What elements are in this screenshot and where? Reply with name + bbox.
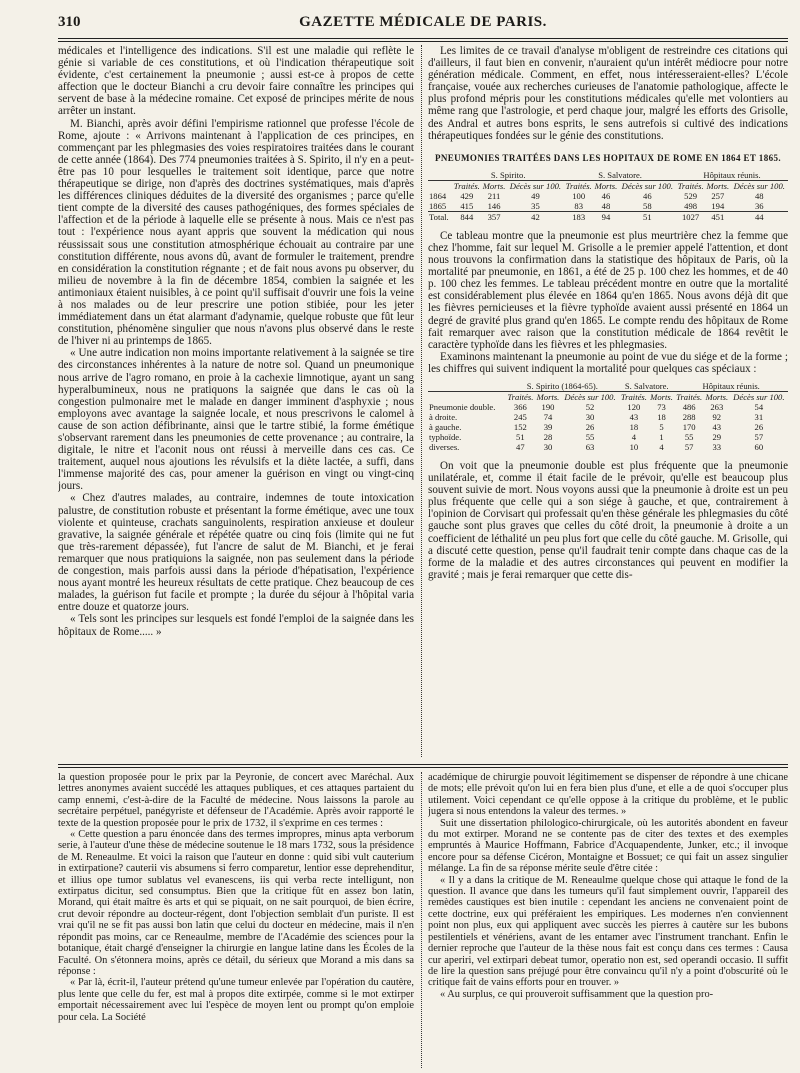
table-cell: 43 <box>629 411 639 422</box>
table-cell: 183 <box>564 211 593 222</box>
paragraph: « Au surplus, ce qui prouveroit suffisamment que la question pro- <box>440 988 714 1000</box>
table-cell: 1 <box>659 431 664 442</box>
table-cell: 18 <box>657 411 666 422</box>
group-header: S. Spirito. <box>452 170 564 181</box>
table-cell: 47 <box>516 441 525 452</box>
paragraph: « Une autre indication non moins importante relativement à la saignée se tire des circonstances inhérentes à la nature de notre sol. Quand un pneumonique nous arrive de l'agro romano, en proie à la cachexie limnotique, ayant un sang hyperalbumineux, nous ne pratiquons la saignée que dans le cas où la congestion pulmonaire met le malade en danger imminent d'asphyxie ; nous employons avec avantage la saignée locale, et nous prescrivons le calomel à cause de son action défibrinante, ainsi que le tartre stibié, la forme émétique s'observant rarement dans les pneumonies de cette provenance ; au contraire, la digitale, le nitre et l'aconit nous ont réussi à merveille dans ces cas. Ce traitement, auquel nous ajoutions les révulsifs et la diète lactée, a suffi, dans l'immense majorité des cas, pour amener la guérison en vingt ou vingt-cinq jours. <box>58 347 414 493</box>
table-cell: 60 <box>754 441 764 452</box>
table-row <box>428 412 788 422</box>
paragraph: « Il y a dans la critique de M. Reneaulme quelque chose qui attaque le fond de la question. Il avance que dans les tumeurs qu'il faut simplement ouvrir, l'appareil des remèdes caustiques est bien inutile : cependant les anciens ne convenaient point de cette doctrine, eux qui préféraient les empiriques. Les modernes n'en conviennent point non plus, eux qui appliquent avec succès les pierres à cautère sur les bubons pestilentiels et vénériens, avant de les entamer avec l'instrument tranchant. Enfin le dernier reproche que l'auteur de la thèse nous fait est conçu dans ces termes : Causa cur aperiri, vel extirpari debeat tumor, operatio non est, sed operandi occasio. Il suffit de lire la question sans préjugé pour être convaincu qu'il n'y a point d'obscurité où le critique fait de vains efforts pour en trouver. » <box>428 874 788 989</box>
table-cell: 63 <box>585 441 595 452</box>
row-label: à gauche. <box>429 421 462 432</box>
paragraph: « Tels sont les principes sur lesquels est fondé l'emploi de la saignée dans les hôpitaux de Rome..... » <box>58 613 414 638</box>
table-cell: 94 <box>593 211 618 222</box>
table-cell: 49 <box>531 190 540 201</box>
col-header: Traités. <box>676 391 703 402</box>
col-header: Traités. <box>677 180 704 191</box>
table-cell: 51 <box>516 431 525 442</box>
col-header: Morts. <box>706 180 730 191</box>
row-label: Pneumonie double. <box>429 401 496 412</box>
column-divider <box>421 45 422 757</box>
table-row <box>428 422 788 432</box>
table-cell: 366 <box>513 401 527 412</box>
paragraph: Ce tableau montre que la pneumonie est plus meurtrière chez la femme que chez l'homme, fait sur lequel M. Grisolle a le premier appelé l'attention, et dont nous trouvons la confirmation dans la statistique des hôpitaux de Paris, où la mortalité par pneumonie, en 1861, a été de 25 p. 100 chez les hommes, et de 40 p. 100 chez les femmes. Le tableau précédent montre en outre que la mortalité est considérablement plus élevée en 1864 qu'en 1865. Nous avons déjà dit que les fièvres pernicieuses et la fièvre typhoïde avaient aussi présenté en 1864 un degré de gravité plus grand qu'en 1865. Le compte rendu des hôpitaux de Rome fait remarquer avec raison que la constitution médicale de 1864 revêtit le caractère typhoïde dans les fièvres et les phlegmasies. <box>428 229 788 351</box>
paragraph: académique de chirurgie pouvoit légitimement se dispenser de répondre à une chicane de mots; elle prévoit qu'on lui en fera bien plus d'une, et elle a de quoi s'occuper plus utilement. Voici cependant ce qu'elle oppose à la critique du problème, et le public jugera si nous entendons la valeur des termes. » <box>428 772 788 818</box>
table-cell: 29 <box>712 431 722 442</box>
table-cell: 5 <box>659 421 664 432</box>
table-cell: 55 <box>585 431 595 442</box>
table-row <box>428 402 788 412</box>
table-cell: 28 <box>543 431 553 442</box>
col-header: Décès sur 100. <box>564 391 616 402</box>
paragraph: « Chez d'autres malades, au contraire, indemnes de toute intoxication palustre, de constitution robuste et présentant la forme émétique, avec une toux violente et quinteuse, crachats sanguinolents, respiration anxieuse et douleur gravative, la saignée générale et répétée quatre ou cinq fois (limite qui ne fut que très-rarement dépassée), fut l'ancre de salut de M. Bianchi, et je ferai remarquer que nous pratiquions la saignée, non pas seulement dans la période de congestion, mais parfois aussi dans la période d'hépatisation, l'expérience nous ayant montré les heureux résultats de cette pratique. Chez beaucoup de ces malades, la guérison fut facile et prompte ; la durée du séjour à l'hôpital varia entre douze et quatorze jours. <box>58 492 414 614</box>
table-cell: 92 <box>712 411 722 422</box>
table-cell: 257 <box>711 190 725 201</box>
col-header: Morts. <box>705 391 729 402</box>
table-cell: 57 <box>684 441 694 452</box>
paragraph: M. Bianchi, après avoir défini l'empirisme rationnel que professe l'école de Rome, ajoute : « Arrivons maintenant à l'application de ces principes, en commençant par les phlegmasies des voies respiratoires traitées dans le courant de cette année (1864). Des 774 pneumonies traitées à S. Spirito, il n'y en a peut-être pas 10 pour lesquelles le traitement soit identique, parce que notre thérapeutique se dirige, non d'après des doctrines systématiques, mais d'après les différences cliniques déduites de la diversité des organismes ; parce qu'elle tient compte de la diversité des causes pathogéniques, des formes spéciales de l'affection et de la période à laquelle elle se présente à nous. Mais ce n'est pas tout : l'expérience nous ayant appris que souvent la médication qui nous réussissait sous une constitution atmosphérique échouait au contraire par une constitution différente, nous avons dû, avant de formuler le traitement, prendre en considération la constitution régnante ; et de fait nous avons pu observer, du milieu de novembre à la fin de décembre 1854, combien la saignée et les antimoniaux étaient nuisibles, à ce point qu'il suffisait d'ouvrir une fois la veine à nos malades ou de leur prescrire une potion stibiée, pour les jeter immédiatement dans un état alarmant d'adynamie, quelque robuste que fût leur constitution, phénomène singulier que nous n'avons plus observé dans le reste de l'hiver ni au printemps de 1865. <box>58 117 414 348</box>
table-cell: 498 <box>684 200 698 211</box>
pneumonia-table-forms <box>428 381 788 452</box>
paragraph: Examinons maintenant la pneumonie au point de vue du siége et de la forme ; les chiffres qui suivent indiquent la mortalité pour quelques cas spéciaux : <box>428 350 788 375</box>
col-header: Décès sur 100. <box>509 180 562 191</box>
table-cell: 44 <box>731 211 788 222</box>
group-header: S. Spirito (1864-65). <box>506 381 620 392</box>
col-header: Morts. <box>594 180 618 191</box>
paragraph: « Cette question a paru énoncée dans des termes impropres, minus apta verborum serie, à l'auteur d'une thèse de médecine soutenue le 18 mars 1732, sous la présidence de M. Reneaulme. Et voici la raison que l'auteur en donne : quid sibi vult cauterium in extirpatione? cauterii vis absumens si ferro comparetur, lentior esse deprehenditur, et illius ope tumor sublatus vel evanescens, iis qui verba recte intelligunt, non extirpatus dicitur, sed consumptus. Bien que la critique fût en assez bon latin, Morand, qui était maître ès arts et qui se piquait, on ne sait pourquoi, de bien écrire, crut devoir répondre au docteur-régent, dont l'objection semblait d'un puriste. Il est vrai qu'il ne se fit pas aussi bon latin que celui du docteur en médecine, mais il n'en répondit pas moins, car ce Reneaulme, membre de l'Académie des sciences pour la botanique, était chargé d'enseigner la chirurgie en langue latine dans les Écoles de la Faculté. On s'étonnera moins, après ce détail, du sérieux que Morand a mis dans sa réponse : <box>58 829 414 977</box>
column-divider <box>421 772 422 1068</box>
group-header: Hôpitaux réunis. <box>674 381 788 392</box>
table-row <box>428 442 788 452</box>
group-header: S. Salvatore. <box>564 170 676 181</box>
table-cell: 46 <box>643 190 652 201</box>
table-cell: 51 <box>619 211 676 222</box>
table-cell: 529 <box>684 190 698 201</box>
table-cell: 263 <box>710 401 724 412</box>
table-cell: 146 <box>487 200 501 211</box>
col-header: Traités. <box>565 180 592 191</box>
col-header: Décès sur 100. <box>733 180 785 191</box>
col-header: Décès sur 100. <box>733 391 785 402</box>
col-header: Traités. <box>453 180 480 191</box>
paragraph: médicales et l'intelligence des indications. S'il est une maladie qui reflète le génie si variable de ces constitutions, et où l'indication thérapeutique soit évidente, c'est certainement la pneumonie ; aussi est-ce à propos de cette affection que le docteur Bianchi a cru devoir faire connaître les principes qui servent de base à la médecine romaine. Cet exposé de principes mérite de nous arrêter un instant. <box>58 45 414 118</box>
table-cell: 46 <box>601 190 611 201</box>
col-header: Morts. <box>650 391 673 402</box>
table-cell: 170 <box>682 421 696 432</box>
table-cell: 26 <box>585 421 595 432</box>
col-header: Traités. <box>507 391 534 402</box>
table-cell: 152 <box>513 421 527 432</box>
table-cell: 100 <box>572 190 586 201</box>
feuilleton-rule-2 <box>58 767 788 768</box>
table-cell: 120 <box>627 401 641 412</box>
table-cell: 10 <box>629 441 639 452</box>
left-column <box>58 45 414 757</box>
table-cell: 357 <box>481 211 506 222</box>
table-cell: 39 <box>543 421 553 432</box>
row-label: 1865 <box>429 200 447 211</box>
header-rule <box>58 38 788 39</box>
table-cell: 429 <box>460 190 474 201</box>
header-rule-2 <box>58 41 788 42</box>
feuilleton-rule <box>58 764 788 765</box>
table-cell: 57 <box>754 431 764 442</box>
table-cell: 58 <box>643 200 652 211</box>
paragraph: Les limites de ce travail d'analyse m'obligent de restreindre ces citations qui d'ailleurs, il faut bien en convenir, n'auraient qu'un intérêt médiocre pour notre génération médicale. Comment, en effet, nous intéresseraient-elles? L'école française, vouée aux recherches curieuses de l'anatomie pathologique, affecte le plus profond mépris pour les constitutions médicales qu'elle met volontiers au même rang que l'astrologie, et perd chaque jour, malgré les efforts des Grisolle, des Andral et autres bons esprits, le sens autrefois si cultivé des indications thérapeutiques fondées sur le génie des constitutions. <box>428 45 788 142</box>
table-row <box>428 201 788 212</box>
row-label: 1864 <box>429 190 447 201</box>
table-cell: 43 <box>712 421 722 432</box>
col-header: Morts. <box>482 180 506 191</box>
group-header: S. Salvatore. <box>619 381 674 392</box>
table-cell: 1027 <box>676 211 705 222</box>
table-cell: 844 <box>452 211 481 222</box>
page-header <box>58 14 788 36</box>
table-cell: 190 <box>541 401 555 412</box>
table-cell: 42 <box>507 211 564 222</box>
table-cell: 30 <box>585 411 595 422</box>
table-cell: 54 <box>754 401 764 412</box>
bottom-left-column <box>58 772 414 1068</box>
page-title: GAZETTE MÉDICALE DE PARIS. <box>299 14 547 30</box>
table-cell: 288 <box>682 411 696 422</box>
table-cell: 55 <box>684 431 694 442</box>
table-total-row <box>428 211 788 222</box>
row-label: typhoïde. <box>429 431 462 442</box>
row-label: Total. <box>428 211 452 222</box>
table-cell: 36 <box>754 200 764 211</box>
col-header: Traités. <box>620 391 647 402</box>
table-cell: 35 <box>531 200 540 211</box>
col-header: Morts. <box>536 391 560 402</box>
table-cell: 30 <box>543 441 553 452</box>
group-header: Hôpitaux réunis. <box>676 170 788 181</box>
right-column <box>428 45 788 757</box>
table-cell: 74 <box>543 411 553 422</box>
pneumonia-table-years <box>428 170 788 222</box>
table-cell: 48 <box>601 200 611 211</box>
page-number: 310 <box>58 14 81 30</box>
paragraph: Suit une dissertation philologico-chirurgicale, où les autorités abondent en faveur du mot extirper. Morand ne se contente pas de citer des textes et des exemples empruntés à Maurice Hoffmann, Fabrice d'Acquapendente, Junker, etc.; il invoque encore pour sa défense Cicéron, Montaigne et Bossuet; ce qui fait un assez singulier mélange. La fin de sa réponse mérite seule d'être citée : <box>428 817 788 875</box>
table-cell: 83 <box>574 200 583 211</box>
table-cell: 33 <box>712 441 722 452</box>
paragraph: la question proposée pour le prix par la Peyronie, de concert avec Maréchal. Aux lettres anonymes avaient succédé les attaques publiques, et ces attaques partaient du camp ennemi, c'est-à-dire de la Faculté de médecine. Nous laissons la parole au secrétaire perpétuel, panégyriste et défenseur de l'Académie. Après avoir rapporté le texte de la question proposée pour le prix de 1732, il s'exprime en ces termes : <box>58 772 414 829</box>
paragraph: On voit que la pneumonie double est plus fréquente que la pneumonie unilatérale, et, comme il était facile de le prévoir, qu'elle est beaucoup plus souvent suivie de mort. Nous voyons aussi que la pneumonie à droite est un peu plus fréquente que celle qui a son siége à gauche, et que, contrairement à l'opinion de Corvisart qui professait qu'en thèse générale les phlegmasies du côté gauche sont plus graves que celles du côté droit, la pneumonie à droite a un coefficient de léthalité un peu plus fort que celle du côté gauche. M. Grisolle, qui a discuté cette question, pense qu'il faudrait tenir compte dans chaque cas de la forme de la maladie et des autres circonstances qui peuvent en modifier la gravité ; mais je ferai remarquer que cette dis- <box>428 459 788 581</box>
table-cell: 211 <box>487 190 501 201</box>
table-cell: 451 <box>705 211 730 222</box>
table-cell: 245 <box>513 411 527 422</box>
paragraph: « Par là, écrit-il, l'auteur prétend qu'une tumeur enlevée par l'opération du cautère, plus lente que celle du fer, est mal à propos dite extirpée, comme si le mot extirper emportait nécessairement avec lui l'espèce de moyen lent ou prompt qu'on emploie pour cela. La Société <box>58 977 414 1023</box>
table-row <box>428 432 788 442</box>
table-row <box>428 191 788 201</box>
row-label: à droite. <box>429 411 458 422</box>
table-cell: 26 <box>754 421 764 432</box>
table-cell: 486 <box>682 401 696 412</box>
row-label: diverses. <box>429 441 460 452</box>
table-cell: 4 <box>659 441 664 452</box>
table-cell: 18 <box>629 421 639 432</box>
bottom-right-column <box>428 772 788 1068</box>
table-cell: 31 <box>754 411 764 422</box>
table-cell: 194 <box>711 200 725 211</box>
table-title: PNEUMONIES TRAITÉES DANS LES HOPITAUX DE ROME EN 1864 ET 1865. <box>434 152 782 163</box>
table-cell: 415 <box>460 200 474 211</box>
table-cell: 73 <box>657 401 666 412</box>
table-cell: 52 <box>585 401 595 412</box>
table-cell: 48 <box>754 190 764 201</box>
table-cell: 4 <box>631 431 637 442</box>
col-header: Décès sur 100. <box>621 180 673 191</box>
